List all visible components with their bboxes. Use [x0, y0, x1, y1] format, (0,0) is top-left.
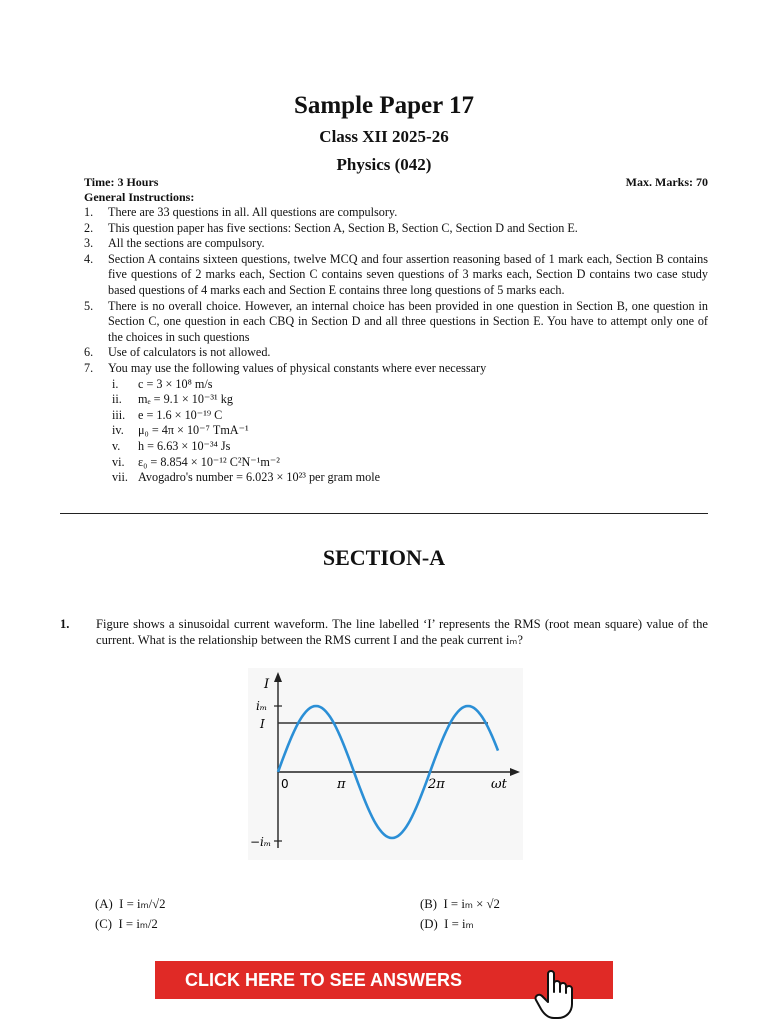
pi-label: π	[337, 777, 346, 792]
instructions-list	[84, 205, 708, 486]
instruction-item: 4. Section A contains sixteen questions, twelve MCQ and four assertion reasoning based of 1 mark each, Section B contains five questions of 2 marks each, Section C contains seven questions of 3 marks each, Section D contains two case study based questions of 4 marks each and Section E contains three long questions of 5 marks each.	[84, 251, 708, 297]
max-marks-label: Max. Marks: 70	[625, 175, 708, 189]
class-line: Class XII 2025-26	[319, 127, 449, 146]
rms-label: I	[260, 717, 265, 731]
constant-item: i. c = 3 × 10⁸ m/s	[112, 376, 213, 391]
option-a[interactable]: (A) I = iₘ/√2	[95, 897, 166, 911]
option-d[interactable]: (D) I = iₘ	[420, 917, 474, 931]
option-b[interactable]: (B) I = iₘ × √2	[420, 897, 500, 911]
question-number: 1.	[60, 617, 70, 631]
constant-item: iv. μ₀ = 4π × 10⁻⁷ TmA⁻¹	[112, 423, 249, 438]
constant-item: ii. mₑ = 9.1 × 10⁻³¹ kg	[112, 392, 233, 407]
instruction-item: 1. There are 33 questions in all. All questions are compulsory.	[84, 205, 398, 219]
waveform-figure	[248, 668, 523, 860]
constants-list	[112, 377, 708, 486]
general-instructions-heading: General Instructions:	[84, 190, 195, 204]
option-c[interactable]: (C) I = iₘ/2	[95, 917, 158, 931]
constant-item: v. h = 6.63 × 10⁻³⁴ Js	[112, 438, 231, 453]
figure-background	[248, 668, 523, 860]
constant-item: iii. e = 1.6 × 10⁻¹⁹ C	[112, 407, 223, 422]
instruction-item: 5. There is no overall choice. However, an internal choice has been provided in one question in Section B, one question in Section C, one question in each CBQ in Section D and all three questions in Section E. You have to attempt only one of the choices in such questions	[84, 298, 708, 344]
time-label: Time: 3 Hours	[84, 175, 159, 189]
meta-row	[84, 175, 708, 190]
divider	[60, 513, 708, 514]
pointer-hand-icon	[534, 968, 582, 1020]
constant-item: vii. Avogadro's number = 6.023 × 10²³ per gram mole	[112, 470, 381, 485]
question-1	[60, 616, 708, 648]
y-axis-label: I	[264, 677, 270, 692]
x-axis-label: ωt	[491, 777, 507, 792]
instruction-item: 3. All the sections are compulsory.	[84, 236, 265, 251]
see-answers-label: CLICK HERE TO SEE ANSWERS	[185, 969, 463, 990]
peak-label: iₘ	[256, 699, 268, 713]
section-heading: SECTION-A	[322, 545, 446, 570]
origin-label: 0	[281, 777, 289, 791]
instruction-item: 2. This question paper has five sections: Section A, Section B, Section C, Section D and Section E.	[84, 220, 578, 235]
neg-peak-label: −iₘ	[250, 835, 272, 849]
subject-line: Physics (042)	[336, 155, 432, 174]
two-pi-label: 2π	[428, 777, 445, 792]
paper-title: Sample Paper 17	[293, 92, 475, 119]
question-text: Figure shows a sinusoidal current waveform. The line labelled ‘I’ represents the RMS (root mean square) value of the current. What is the relationship between the RMS current I and the peak current iₘ?	[96, 617, 708, 647]
instruction-item: 7. You may use the following values of physical constants where ever necessary	[84, 360, 487, 375]
instruction-item: 6. Use of calculators is not allowed.	[84, 345, 271, 360]
constant-item: vi. ε₀ = 8.854 × 10⁻¹² C²N⁻¹m⁻²	[112, 454, 280, 469]
